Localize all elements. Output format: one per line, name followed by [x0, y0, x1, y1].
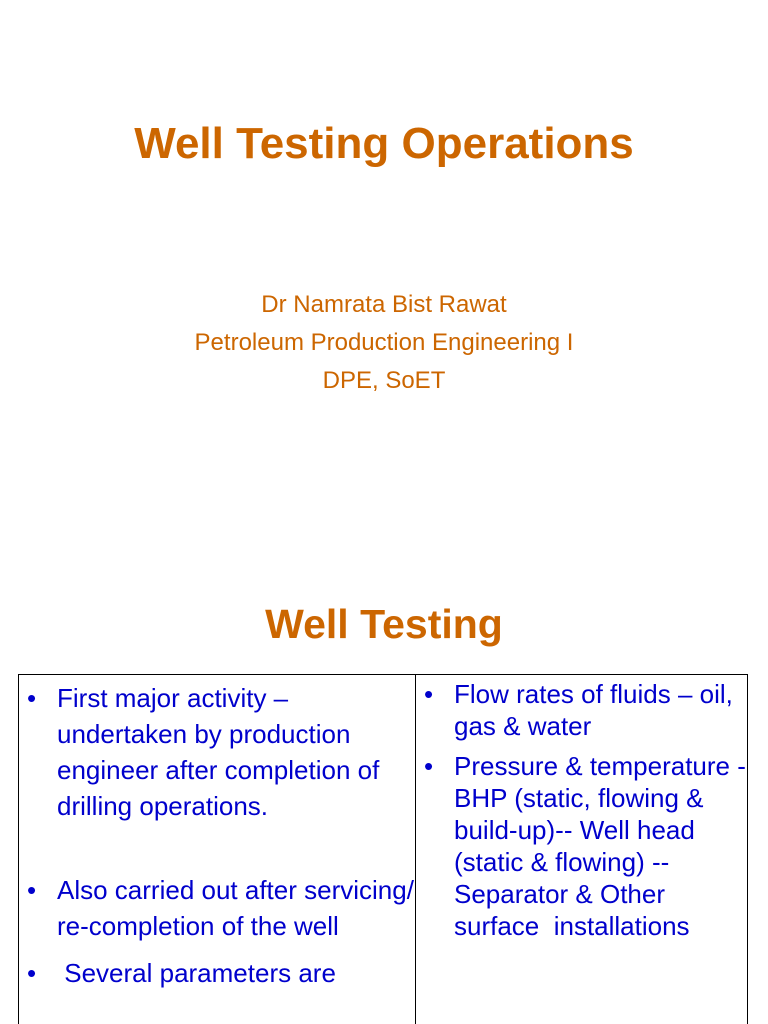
bullet-icon: •: [27, 958, 37, 988]
subtitle-block: [0, 286, 768, 400]
department-name: DPE, SoET: [322, 367, 446, 394]
list-item: [19, 872, 415, 944]
bullet-text: Also carried out after servicing/ re-completion of the well: [57, 875, 414, 941]
left-bullet-list: [19, 680, 415, 991]
list-item: [416, 750, 754, 942]
bullet-icon: •: [424, 679, 434, 709]
two-column-table: [18, 674, 754, 1024]
list-item: [19, 680, 415, 824]
right-bullet-list: [416, 678, 754, 942]
bullet-icon: •: [424, 751, 434, 781]
bullet-text: Flow rates of fluids – oil, gas & water: [454, 679, 733, 741]
left-column: [19, 675, 416, 1024]
bullet-text: Several parameters are: [57, 958, 336, 988]
bullet-icon: •: [27, 875, 37, 905]
right-column: [416, 675, 754, 1024]
list-item: [19, 955, 415, 991]
bullet-icon: •: [27, 683, 37, 713]
section-title: Well Testing: [265, 601, 503, 647]
list-item: [416, 678, 747, 742]
bullet-text: First major activity – undertaken by production engineer after completion of drilling operations.: [57, 683, 380, 821]
author-name: Dr Namrata Bist Rawat: [261, 291, 507, 318]
bullet-text: Pressure & temperature - BHP (static, flowing & build-up)-- Well head (static & flowing) -- Separator & Other surface installations: [454, 751, 754, 941]
slide-title: Well Testing Operations: [134, 119, 634, 168]
course-name: Petroleum Production Engineering I: [194, 329, 574, 356]
